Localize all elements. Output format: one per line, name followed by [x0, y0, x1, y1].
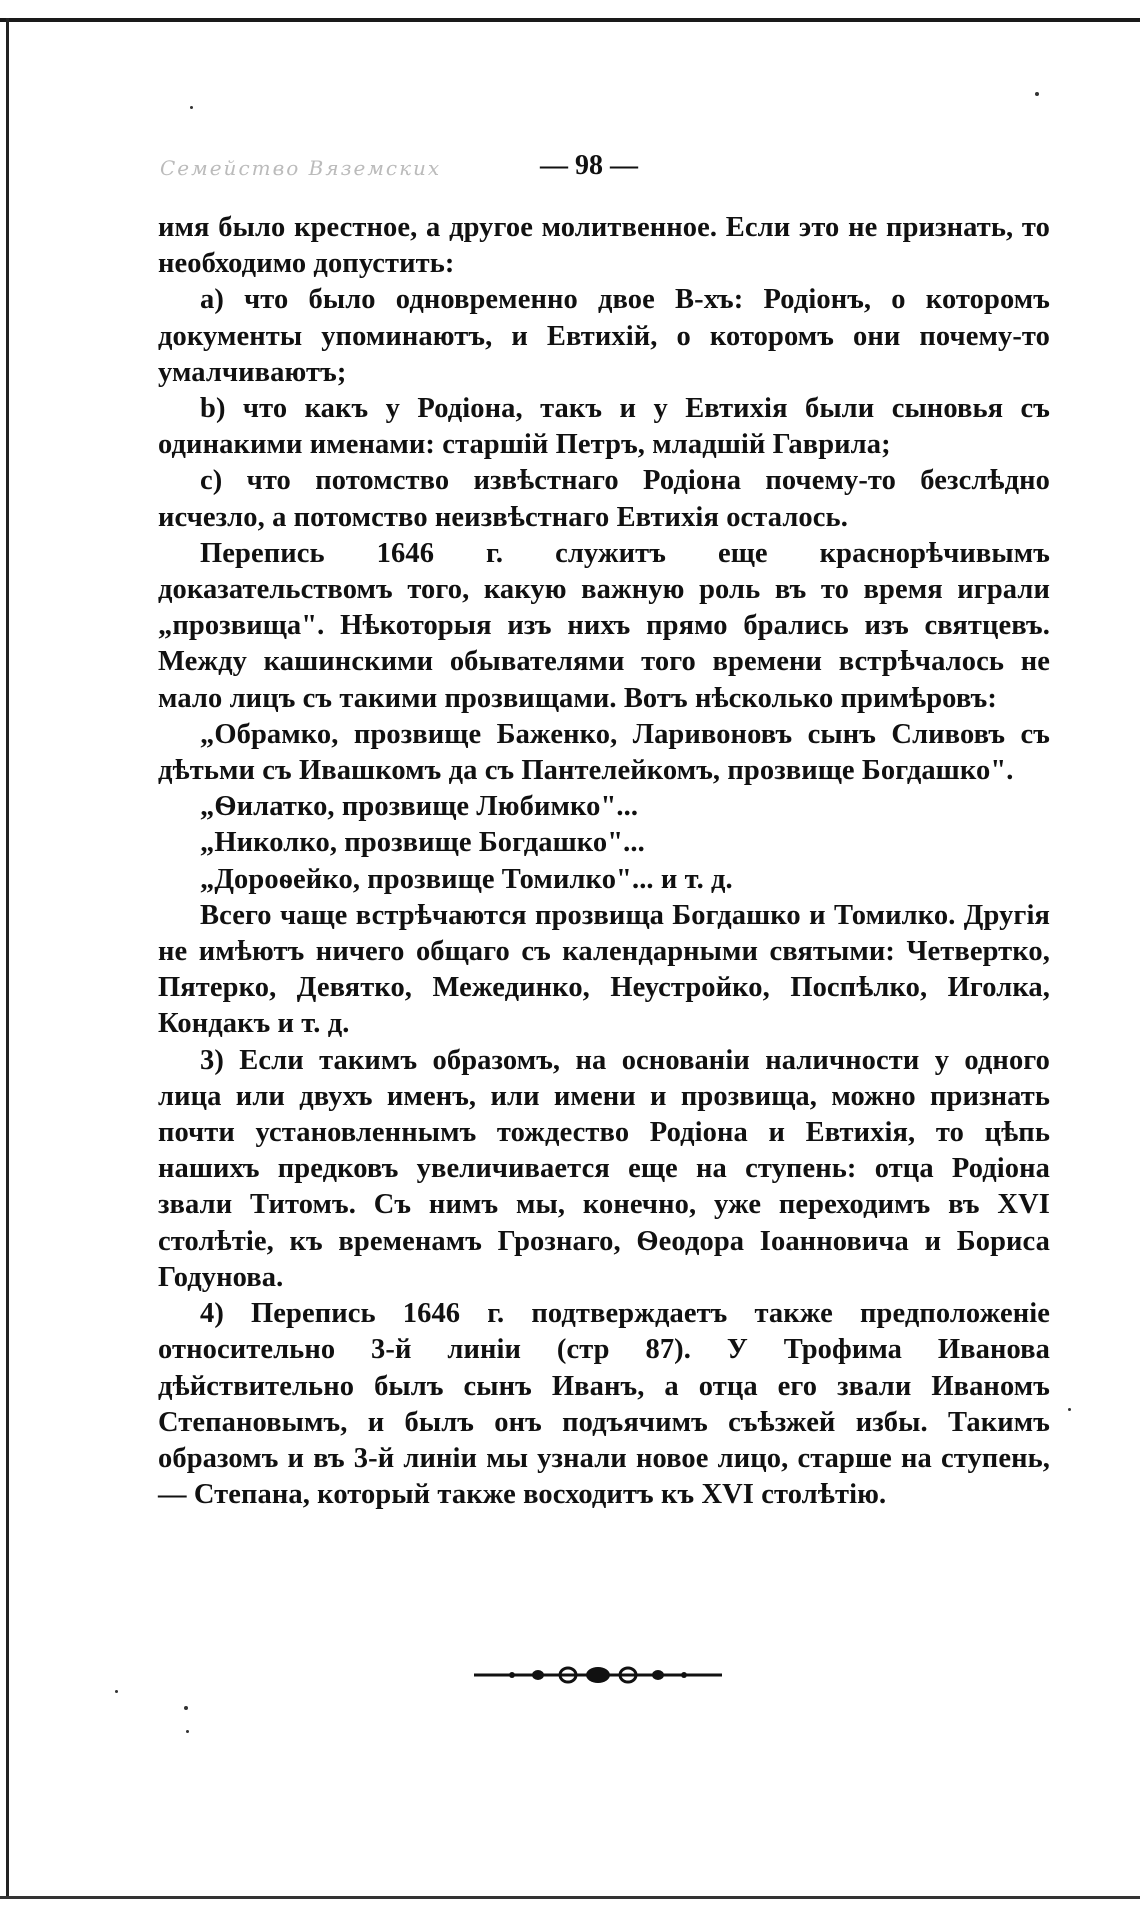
paper-speck [186, 1730, 189, 1733]
page-header [0, 150, 1140, 190]
paragraph-census: Перепись 1646 г. служитъ еще краснорѣчивымъ доказательствомъ того, какую важную роль въ то время играли „прозвища". Нѣкоторыя изъ нихъ прямо брались изъ святцевъ. Между кашинскими обывателями того времени встрѣчалось не мало лицъ съ такими прозвищами. Вотъ нѣсколько примѣровъ: [158, 537, 1050, 714]
paragraph-option-a: a) что было одновременно двое В-хъ: Родіонъ, о которомъ документы упоминаютъ, и Евтихій, о которомъ они почему-то умалчиваютъ; [158, 284, 1050, 388]
bottom-border-line [0, 1896, 1140, 1899]
quote-obramko: „Обрамко, прозвище Баженко, Ларивоновъ сынъ Сливовъ съ дѣтьми съ Ивашкомъ да съ Пантелейкомъ, прозвище Богдашко". [158, 718, 1050, 787]
paragraph-option-c: c) что потомство извѣстнаго Родіона почему-то безслѣдно исчезло, а потомство неизвѣстнаго Евтихія осталось. [158, 465, 1050, 533]
left-border-line [6, 18, 9, 1898]
page-number: — 98 — [540, 150, 638, 181]
tailpiece-ornament [472, 1663, 724, 1687]
paper-speck [190, 106, 193, 109]
paper-speck [115, 1690, 118, 1693]
paper-speck [184, 1706, 188, 1710]
paragraph-continuation: имя было крестное, а другое молитвенное. Если это не признать, то необходимо допустить: [158, 212, 1050, 280]
paragraph-nicknames: Всего чаще встрѣчаются прозвища Богдашко и Томилко. Другія не имѣютъ ничего общаго съ календарными святыми: Четвертко, Пятерко, Девятко, Межединко, Неустройко, Поспѣлко, Иголка, Кондакъ и т. д. [158, 899, 1050, 1040]
quote-dorofeyko: „Дороѳейко, прозвище Томилко"... и т. д. [200, 863, 733, 895]
paragraph-point-3: 3) Если такимъ образомъ, на основаніи наличности у одного лица или двухъ именъ, или имени и прозвища, можно признать почти установленнымъ тождество Родіона и Евтихія, то цѣпь нашихъ предковъ увеличивается еще на ступень: отца Родіона звали Титомъ. Съ нимъ мы, конечно, уже переходимъ въ XVI столѣтіе, къ временамъ Грознаго, Ѳеодора Іоанновича и Бориса Годунова. [158, 1044, 1050, 1293]
bleed-through-header: Семейство Вяземских [160, 156, 442, 180]
paper-speck [1068, 1408, 1071, 1411]
quote-filatko: „Ѳилатко, прозвище Любимко"... [200, 791, 639, 823]
paragraph-option-b: b) что какъ у Родіона, такъ и у Евтихія были сыновья съ одинакими именами: старшій Петръ, младшій Гаврила; [158, 393, 1050, 461]
quote-nikolko: „Николко, прозвище Богдашко"... [200, 827, 645, 859]
top-border-line [0, 18, 1140, 22]
paragraph-point-4: 4) Перепись 1646 г. подтверждаетъ также предположеніе относительно 3-й линіи (стр 87). У Трофима Иванова дѣйствительно былъ сынъ Иванъ, а отца его звали Иваномъ Степановымъ, и былъ онъ подъячимъ съѣзжей избы. Такимъ образомъ и въ 3-й линіи мы узнали новое лицо, старше на ступень, — Степана, который также восходитъ къ XVI столѣтію. [158, 1298, 1050, 1511]
paper-speck [1035, 92, 1039, 96]
body-text [158, 210, 1050, 1513]
